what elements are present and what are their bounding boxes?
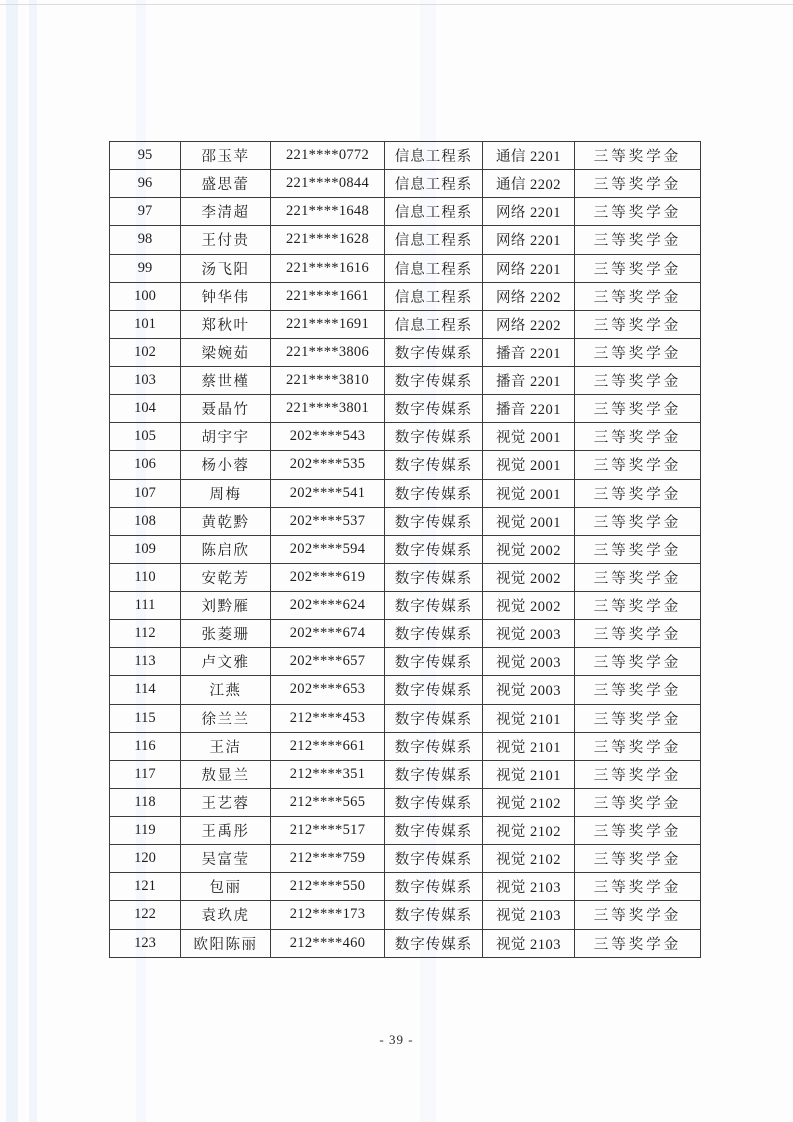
row-number-cell: 110	[110, 563, 181, 591]
department-cell: 信息工程系	[385, 254, 483, 282]
award-cell: 三等奖学金	[575, 732, 701, 760]
student-id-cell: 212****550	[271, 873, 385, 901]
department-cell: 数字传媒系	[385, 535, 483, 563]
table-row	[110, 423, 701, 451]
department-cell: 数字传媒系	[385, 845, 483, 873]
department-cell: 数字传媒系	[385, 423, 483, 451]
award-cell: 三等奖学金	[575, 226, 701, 254]
scan-streak	[29, 0, 37, 1122]
student-id-cell: 221****1691	[271, 310, 385, 338]
award-cell: 三等奖学金	[575, 310, 701, 338]
row-number-cell: 95	[110, 142, 181, 170]
department-cell: 数字传媒系	[385, 873, 483, 901]
award-cell: 三等奖学金	[575, 451, 701, 479]
name-cell: 郑秋叶	[181, 310, 271, 338]
student-id-cell: 221****0844	[271, 170, 385, 198]
name-cell: 王付贵	[181, 226, 271, 254]
row-number-cell: 104	[110, 395, 181, 423]
table-row	[110, 367, 701, 395]
award-cell: 三等奖学金	[575, 592, 701, 620]
class-cell: 网络 2201	[483, 198, 575, 226]
department-cell: 数字传媒系	[385, 367, 483, 395]
award-cell: 三等奖学金	[575, 648, 701, 676]
class-cell: 播音 2201	[483, 338, 575, 366]
department-cell: 数字传媒系	[385, 620, 483, 648]
table-row	[110, 451, 701, 479]
award-cell: 三等奖学金	[575, 788, 701, 816]
name-cell: 王禹彤	[181, 817, 271, 845]
row-number-cell: 115	[110, 704, 181, 732]
name-cell: 邵玉苹	[181, 142, 271, 170]
row-number-cell: 117	[110, 760, 181, 788]
class-cell: 视觉 2101	[483, 732, 575, 760]
table-body	[110, 142, 701, 958]
award-cell: 三等奖学金	[575, 423, 701, 451]
class-cell: 视觉 2101	[483, 760, 575, 788]
table-row	[110, 845, 701, 873]
award-cell: 三等奖学金	[575, 479, 701, 507]
award-cell: 三等奖学金	[575, 845, 701, 873]
class-cell: 视觉 2003	[483, 648, 575, 676]
class-cell: 网络 2202	[483, 282, 575, 310]
class-cell: 通信 2202	[483, 170, 575, 198]
name-cell: 敖显兰	[181, 760, 271, 788]
class-cell: 视觉 2001	[483, 451, 575, 479]
table-row	[110, 170, 701, 198]
student-id-cell: 221****3801	[271, 395, 385, 423]
row-number-cell: 106	[110, 451, 181, 479]
student-id-cell: 221****1661	[271, 282, 385, 310]
name-cell: 王艺蓉	[181, 788, 271, 816]
row-number-cell: 114	[110, 676, 181, 704]
department-cell: 数字传媒系	[385, 760, 483, 788]
name-cell: 蔡世槿	[181, 367, 271, 395]
award-cell: 三等奖学金	[575, 507, 701, 535]
student-id-cell: 202****619	[271, 563, 385, 591]
scan-streak	[6, 0, 18, 1122]
award-cell: 三等奖学金	[575, 929, 701, 958]
student-id-cell: 202****543	[271, 423, 385, 451]
student-id-cell: 212****460	[271, 929, 385, 958]
award-cell: 三等奖学金	[575, 563, 701, 591]
class-cell: 视觉 2102	[483, 788, 575, 816]
table-row	[110, 676, 701, 704]
student-id-cell: 202****653	[271, 676, 385, 704]
row-number-cell: 123	[110, 929, 181, 958]
table-row	[110, 338, 701, 366]
name-cell: 安乾芳	[181, 563, 271, 591]
department-cell: 信息工程系	[385, 282, 483, 310]
award-cell: 三等奖学金	[575, 901, 701, 929]
class-cell: 视觉 2003	[483, 620, 575, 648]
award-cell: 三等奖学金	[575, 338, 701, 366]
student-id-cell: 221****0772	[271, 142, 385, 170]
row-number-cell: 98	[110, 226, 181, 254]
name-cell: 周梅	[181, 479, 271, 507]
department-cell: 数字传媒系	[385, 563, 483, 591]
table-row	[110, 310, 701, 338]
department-cell: 数字传媒系	[385, 479, 483, 507]
class-cell: 视觉 2103	[483, 901, 575, 929]
student-id-cell: 202****624	[271, 592, 385, 620]
name-cell: 胡宇宇	[181, 423, 271, 451]
award-cell: 三等奖学金	[575, 760, 701, 788]
department-cell: 信息工程系	[385, 226, 483, 254]
name-cell: 盛思蕾	[181, 170, 271, 198]
class-cell: 播音 2201	[483, 395, 575, 423]
student-id-cell: 221****1628	[271, 226, 385, 254]
name-cell: 刘黔雁	[181, 592, 271, 620]
student-id-cell: 202****535	[271, 451, 385, 479]
table-row	[110, 873, 701, 901]
name-cell: 欧阳陈丽	[181, 929, 271, 958]
class-cell: 视觉 2002	[483, 592, 575, 620]
class-cell: 视觉 2002	[483, 563, 575, 591]
table-row	[110, 929, 701, 958]
row-number-cell: 97	[110, 198, 181, 226]
row-number-cell: 111	[110, 592, 181, 620]
department-cell: 数字传媒系	[385, 929, 483, 958]
class-cell: 视觉 2103	[483, 929, 575, 958]
row-number-cell: 120	[110, 845, 181, 873]
award-cell: 三等奖学金	[575, 676, 701, 704]
award-cell: 三等奖学金	[575, 254, 701, 282]
award-cell: 三等奖学金	[575, 170, 701, 198]
name-cell: 杨小蓉	[181, 451, 271, 479]
award-cell: 三等奖学金	[575, 817, 701, 845]
student-id-cell: 212****565	[271, 788, 385, 816]
award-cell: 三等奖学金	[575, 198, 701, 226]
name-cell: 江燕	[181, 676, 271, 704]
name-cell: 袁玖虎	[181, 901, 271, 929]
row-number-cell: 112	[110, 620, 181, 648]
class-cell: 播音 2201	[483, 367, 575, 395]
name-cell: 汤飞阳	[181, 254, 271, 282]
award-cell: 三等奖学金	[575, 535, 701, 563]
class-cell: 视觉 2003	[483, 676, 575, 704]
page-edge-line	[0, 4, 793, 5]
award-cell: 三等奖学金	[575, 395, 701, 423]
department-cell: 数字传媒系	[385, 676, 483, 704]
table-row	[110, 901, 701, 929]
footer-page-number: - 39 -	[379, 1032, 414, 1047]
table-row	[110, 760, 701, 788]
table-row	[110, 563, 701, 591]
award-cell: 三等奖学金	[575, 704, 701, 732]
row-number-cell: 107	[110, 479, 181, 507]
department-cell: 数字传媒系	[385, 732, 483, 760]
name-cell: 黄乾黔	[181, 507, 271, 535]
student-id-cell: 212****351	[271, 760, 385, 788]
name-cell: 吴富莹	[181, 845, 271, 873]
row-number-cell: 101	[110, 310, 181, 338]
name-cell: 徐兰兰	[181, 704, 271, 732]
table-row	[110, 535, 701, 563]
department-cell: 信息工程系	[385, 170, 483, 198]
table-row	[110, 142, 701, 170]
table-row	[110, 648, 701, 676]
name-cell: 聂晶竹	[181, 395, 271, 423]
department-cell: 数字传媒系	[385, 788, 483, 816]
row-number-cell: 102	[110, 338, 181, 366]
row-number-cell: 108	[110, 507, 181, 535]
class-cell: 视觉 2102	[483, 817, 575, 845]
name-cell: 张菱珊	[181, 620, 271, 648]
row-number-cell: 100	[110, 282, 181, 310]
class-cell: 通信 2201	[483, 142, 575, 170]
student-id-cell: 212****517	[271, 817, 385, 845]
class-cell: 视觉 2001	[483, 479, 575, 507]
department-cell: 信息工程系	[385, 198, 483, 226]
table-row	[110, 226, 701, 254]
student-id-cell: 202****674	[271, 620, 385, 648]
table-row	[110, 198, 701, 226]
name-cell: 钟华伟	[181, 282, 271, 310]
student-id-cell: 202****537	[271, 507, 385, 535]
department-cell: 数字传媒系	[385, 451, 483, 479]
student-id-cell: 212****661	[271, 732, 385, 760]
department-cell: 信息工程系	[385, 142, 483, 170]
name-cell: 梁婉茹	[181, 338, 271, 366]
student-id-cell: 212****759	[271, 845, 385, 873]
name-cell: 包丽	[181, 873, 271, 901]
student-id-cell: 212****453	[271, 704, 385, 732]
name-cell: 卢文雅	[181, 648, 271, 676]
table-row	[110, 282, 701, 310]
class-cell: 视觉 2103	[483, 873, 575, 901]
department-cell: 数字传媒系	[385, 338, 483, 366]
row-number-cell: 105	[110, 423, 181, 451]
student-id-cell: 202****657	[271, 648, 385, 676]
student-id-cell: 202****594	[271, 535, 385, 563]
row-number-cell: 99	[110, 254, 181, 282]
department-cell: 数字传媒系	[385, 592, 483, 620]
student-id-cell: 221****3806	[271, 338, 385, 366]
row-number-cell: 96	[110, 170, 181, 198]
class-cell: 视觉 2001	[483, 423, 575, 451]
student-id-cell: 202****541	[271, 479, 385, 507]
department-cell: 数字传媒系	[385, 817, 483, 845]
table-row	[110, 817, 701, 845]
row-number-cell: 103	[110, 367, 181, 395]
row-number-cell: 119	[110, 817, 181, 845]
department-cell: 数字传媒系	[385, 395, 483, 423]
class-cell: 网络 2202	[483, 310, 575, 338]
department-cell: 数字传媒系	[385, 648, 483, 676]
class-cell: 网络 2201	[483, 226, 575, 254]
table-row	[110, 254, 701, 282]
student-id-cell: 221****1616	[271, 254, 385, 282]
award-cell: 三等奖学金	[575, 873, 701, 901]
class-cell: 视觉 2101	[483, 704, 575, 732]
name-cell: 李清超	[181, 198, 271, 226]
row-number-cell: 116	[110, 732, 181, 760]
award-cell: 三等奖学金	[575, 367, 701, 395]
class-cell: 网络 2201	[483, 254, 575, 282]
department-cell: 信息工程系	[385, 310, 483, 338]
class-cell: 视觉 2001	[483, 507, 575, 535]
row-number-cell: 121	[110, 873, 181, 901]
table-row	[110, 620, 701, 648]
student-id-cell: 221****1648	[271, 198, 385, 226]
award-cell: 三等奖学金	[575, 620, 701, 648]
row-number-cell: 113	[110, 648, 181, 676]
table-row	[110, 395, 701, 423]
table-row	[110, 704, 701, 732]
class-cell: 视觉 2002	[483, 535, 575, 563]
row-number-cell: 122	[110, 901, 181, 929]
scholarship-table	[109, 141, 701, 958]
row-number-cell: 118	[110, 788, 181, 816]
table-row	[110, 732, 701, 760]
student-id-cell: 221****3810	[271, 367, 385, 395]
table-row	[110, 479, 701, 507]
class-cell: 视觉 2102	[483, 845, 575, 873]
award-cell: 三等奖学金	[575, 142, 701, 170]
table-row	[110, 592, 701, 620]
award-cell: 三等奖学金	[575, 282, 701, 310]
table-row	[110, 788, 701, 816]
department-cell: 数字传媒系	[385, 507, 483, 535]
student-id-cell: 212****173	[271, 901, 385, 929]
row-number-cell: 109	[110, 535, 181, 563]
name-cell: 陈启欣	[181, 535, 271, 563]
department-cell: 数字传媒系	[385, 901, 483, 929]
table-row	[110, 507, 701, 535]
name-cell: 王洁	[181, 732, 271, 760]
department-cell: 数字传媒系	[385, 704, 483, 732]
